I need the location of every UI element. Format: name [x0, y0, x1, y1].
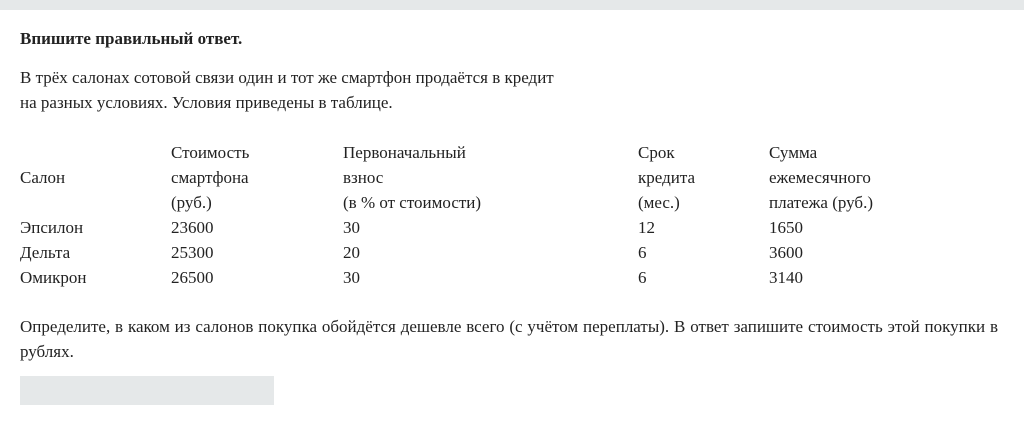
cell-monthly-payment: 3140 [769, 268, 803, 287]
header-line: кредита [638, 168, 696, 187]
header-line: ежемесячного [769, 168, 871, 187]
cell-down-payment: 30 [343, 218, 360, 237]
header-line: Первоначальный [343, 143, 466, 162]
table-row [20, 240, 998, 265]
header-line: (в % от стоимости) [343, 193, 482, 212]
header-salon [20, 140, 171, 215]
task-instruction: Впишите правильный ответ. [20, 29, 243, 48]
header-line: Срок [638, 143, 675, 162]
cell-salon: Эпсилон [20, 218, 84, 237]
conditions-table [20, 140, 998, 290]
cell-term: 6 [638, 243, 647, 262]
header-price [171, 140, 343, 215]
cell-down-payment: 20 [343, 243, 360, 262]
header-term [638, 140, 769, 215]
table-row [20, 265, 998, 290]
header-line: платежа (руб.) [769, 193, 873, 212]
header-down-payment [343, 140, 638, 215]
task-question: Определите, в каком из салонов покупка обойдётся дешевле всего (с учётом переплаты). В ответ запишите стоимость этой покупки в рублях. [20, 317, 998, 361]
header-line: Сумма [769, 143, 818, 162]
cell-term: 12 [638, 218, 655, 237]
cell-price: 26500 [171, 268, 214, 287]
cell-salon: Дельта [20, 243, 71, 262]
cell-down-payment: 30 [343, 268, 360, 287]
header-line: смартфона [171, 168, 249, 187]
header-line: (мес.) [638, 193, 680, 212]
answer-input[interactable] [20, 376, 274, 405]
intro-line: на разных условиях. Условия приведены в таблице. [20, 93, 393, 112]
cell-monthly-payment: 3600 [769, 243, 803, 262]
cell-monthly-payment: 1650 [769, 218, 803, 237]
header-line: взнос [343, 168, 384, 187]
header-monthly-payment [769, 140, 998, 215]
header-line: (руб.) [171, 193, 212, 212]
cell-price: 25300 [171, 243, 214, 262]
table-header-row [20, 140, 998, 215]
table-row [20, 215, 998, 240]
cell-price: 23600 [171, 218, 214, 237]
top-strip [0, 0, 1024, 10]
task-content [20, 26, 998, 364]
intro-line: В трёх салонах сотовой связи один и тот же смартфон продаётся в кредит [20, 68, 554, 87]
header-line: Салон [20, 168, 66, 187]
header-line: Стоимость [171, 143, 250, 162]
cell-salon: Омикрон [20, 268, 87, 287]
task-intro [20, 65, 620, 115]
cell-term: 6 [638, 268, 647, 287]
